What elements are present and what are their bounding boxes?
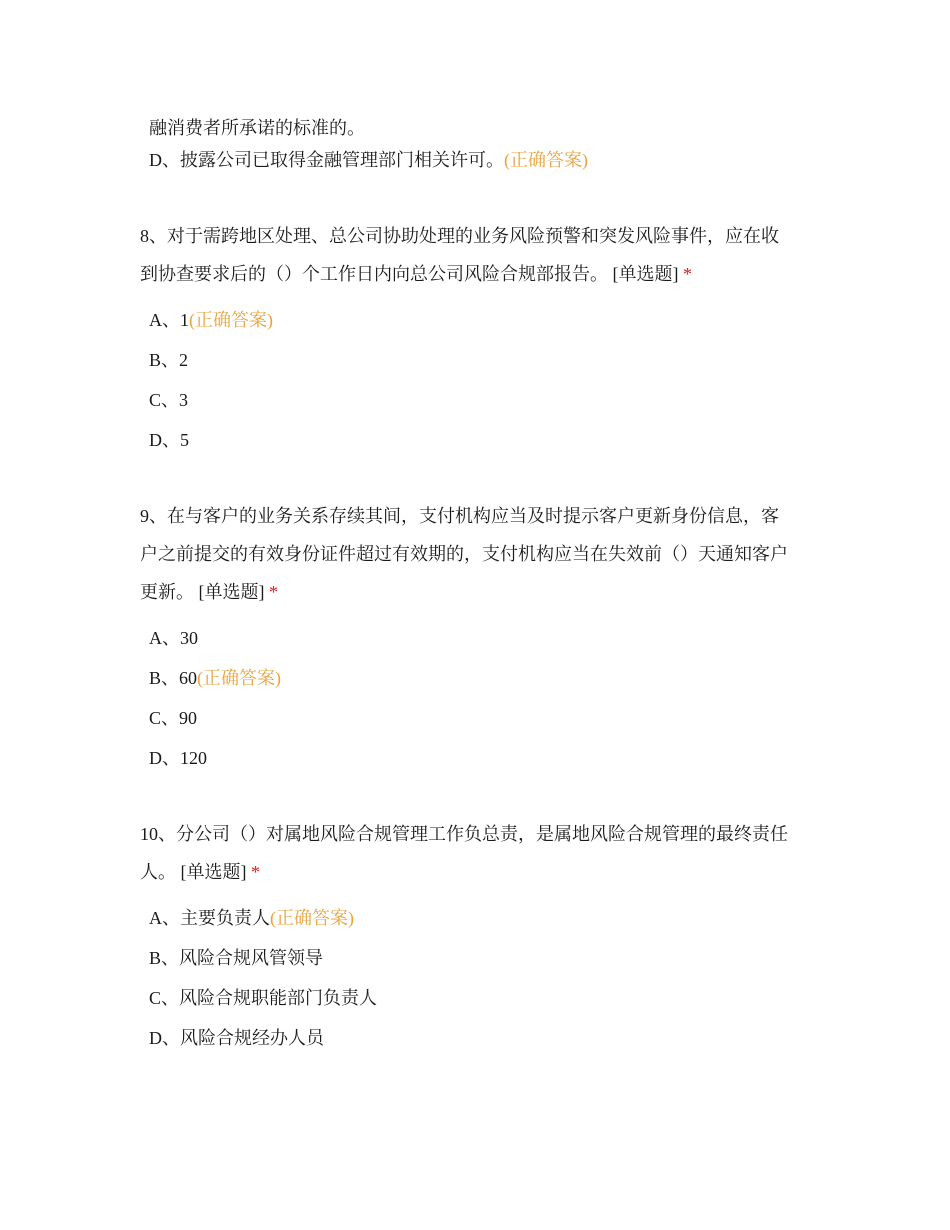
option-text: C、风险合规职能部门负责人: [149, 988, 378, 1008]
option-text: D、5: [149, 430, 189, 450]
correct-answer-label: (正确答案): [197, 668, 282, 688]
correct-answer-label: (正确答案): [504, 150, 588, 170]
q10-title-line-2: [140, 860, 260, 884]
q10-title-line-1: [140, 822, 788, 846]
q8-title-line-2: [140, 262, 692, 286]
q7-continued-text: [149, 116, 365, 140]
question-type-tag: [单选题]: [198, 582, 265, 602]
question-text: 8、对于需跨地区处理、总公司协助处理的业务风险预警和突发风险事件，应在收: [140, 226, 779, 246]
option-text: A、30: [149, 628, 198, 648]
question-text: 更新。: [140, 582, 194, 602]
q9-title-line-3: [140, 580, 278, 604]
required-mark: *: [251, 862, 260, 882]
question-text: 户之前提交的有效身份证件超过有效期的，支付机构应当在失效前（）天通知客户: [140, 544, 788, 564]
option-text: A、主要负责人: [149, 908, 270, 928]
question-type-tag: [单选题]: [180, 862, 247, 882]
option-text: C、90: [149, 708, 198, 728]
question-text: 到协查要求后的（）个工作日内向总公司风险合规部报告。: [140, 264, 608, 284]
q10-option-a: [149, 906, 354, 930]
q9-option-d: [149, 746, 207, 770]
option-text: D、120: [149, 748, 207, 768]
q8-option-c: [149, 388, 188, 412]
option-text: B、60: [149, 668, 198, 688]
q10-option-d: [149, 1026, 324, 1050]
required-mark: *: [269, 582, 278, 602]
option-text: C、3: [149, 390, 189, 410]
correct-answer-label: (正确答案): [270, 908, 354, 928]
q8-option-d: [149, 428, 189, 452]
correct-answer-label: (正确答案): [189, 310, 273, 330]
q10-option-b: [149, 946, 323, 970]
question-text: 10、分公司（）对属地风险合规管理工作负总责，是属地风险合规管理的最终责任: [140, 824, 788, 844]
q8-option-a: [149, 308, 273, 332]
question-text: 人。: [140, 862, 176, 882]
option-text: B、2: [149, 350, 189, 370]
q8-option-b: [149, 348, 188, 372]
option-text: A、1: [149, 310, 189, 330]
q10-option-c: [149, 986, 377, 1010]
q9-option-b: [149, 666, 281, 690]
q9-title-line-2: [140, 542, 788, 566]
q8-title-line-1: [140, 224, 779, 248]
q7-option-d: [149, 148, 588, 172]
q9-title-line-1: [140, 504, 779, 528]
option-text: D、披露公司已取得金融管理部门相关许可。: [149, 150, 504, 170]
option-text: D、风险合规经办人员: [149, 1028, 324, 1048]
q7-continued-text-content: 融消费者所承诺的标准的。: [149, 118, 365, 138]
required-mark: *: [683, 264, 692, 284]
q9-option-a: [149, 626, 198, 650]
option-text: B、风险合规风管领导: [149, 948, 324, 968]
question-text: 9、在与客户的业务关系存续其间，支付机构应当及时提示客户更新身份信息，客: [140, 506, 779, 526]
question-type-tag: [单选题]: [612, 264, 679, 284]
q9-option-c: [149, 706, 197, 730]
